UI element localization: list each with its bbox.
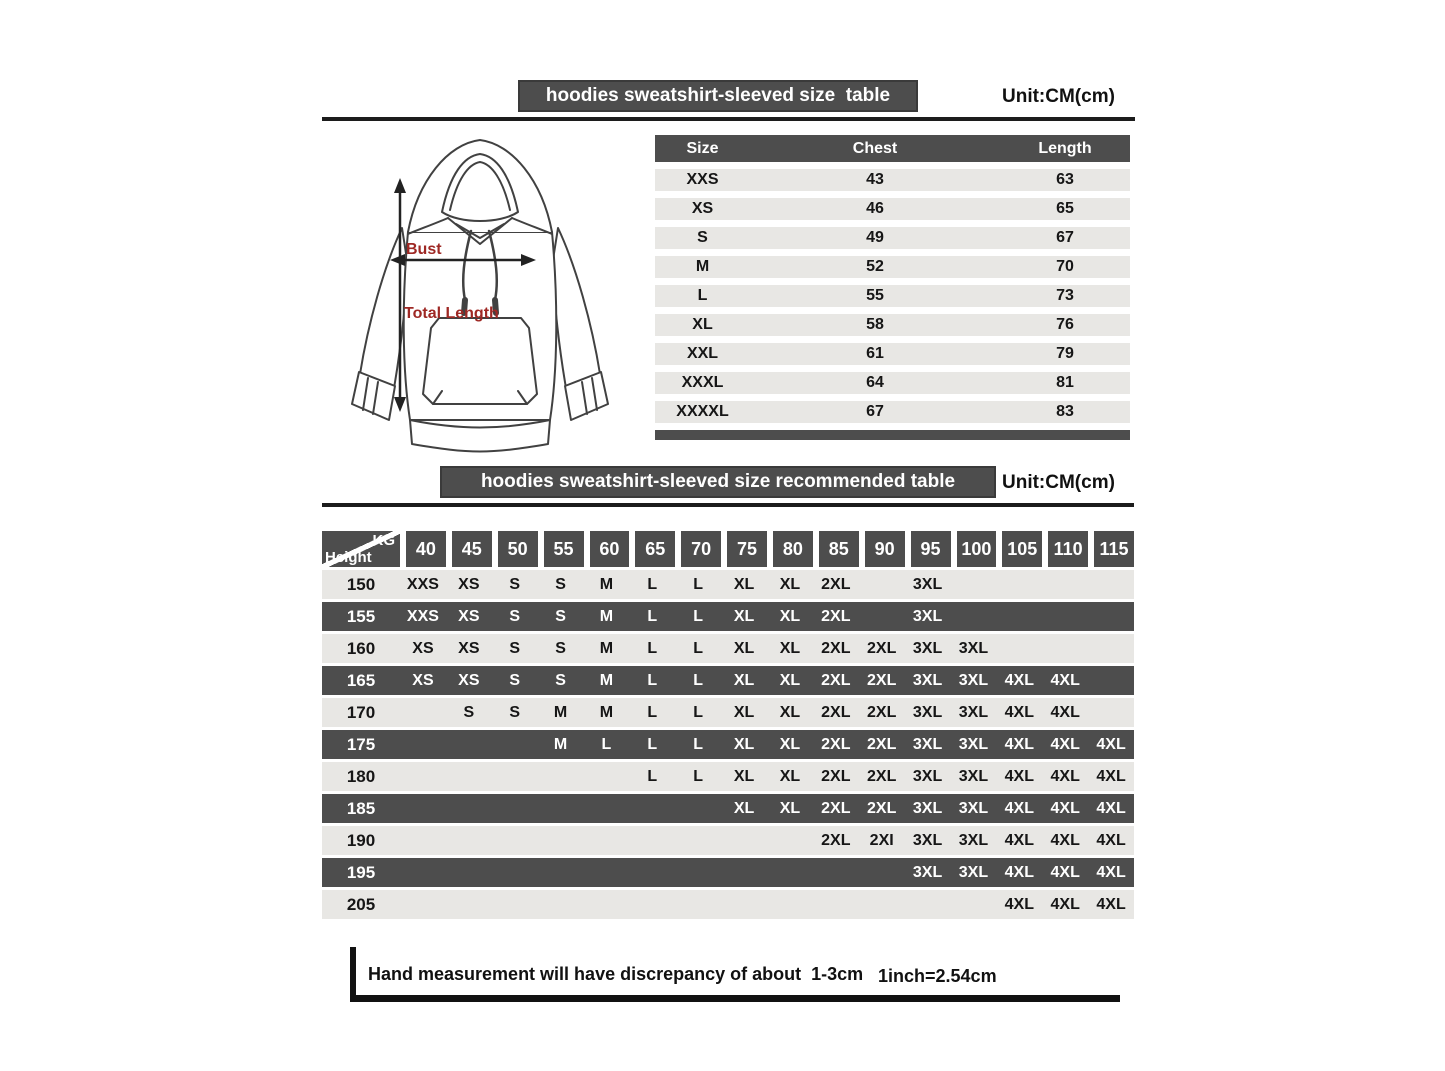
- recommended-size-cell: L: [693, 607, 704, 625]
- recommended-size-cell: 4XL: [1004, 863, 1034, 881]
- size-cell: XS: [691, 200, 714, 217]
- unit-label-top: Unit:CM(cm): [1002, 86, 1115, 107]
- height-label: 165: [346, 670, 376, 690]
- recommended-size-cell: 2XL: [867, 639, 897, 657]
- inch-conversion-note: 1inch=2.54cm: [878, 966, 997, 986]
- size-cell: XXXL: [681, 374, 724, 391]
- length-cell: 70: [1056, 258, 1074, 275]
- recommended-row: [322, 890, 1134, 919]
- chest-cell: 46: [866, 200, 884, 217]
- recommended-size-cell: 4XL: [1096, 735, 1126, 753]
- size-table-row: [655, 285, 1130, 307]
- recommended-size-cell: 4XL: [1004, 735, 1034, 753]
- length-cell: 79: [1056, 345, 1074, 362]
- recommended-row: [322, 730, 1134, 759]
- recommended-size-cell: 3XL: [958, 639, 989, 657]
- recommended-size-cell: M: [599, 671, 614, 689]
- hoodie-diagram: [330, 128, 630, 458]
- footer-border-horizontal: [350, 995, 1120, 1002]
- recommended-size-cell: 4XL: [1096, 799, 1126, 817]
- recommended-size-cell: 2XL: [867, 671, 897, 689]
- recommended-size-cell: 3XL: [912, 671, 943, 689]
- size-table-row: [655, 256, 1130, 278]
- recommended-size-cell: XL: [733, 607, 755, 625]
- recommended-size-cell: 2XL: [821, 831, 851, 849]
- weight-header-cell: 55: [544, 531, 584, 567]
- recommended-size-cell: XL: [779, 607, 801, 625]
- weight-header-cell: 100: [957, 531, 997, 567]
- recommended-size-cell: XL: [733, 671, 755, 689]
- size-table-body: [655, 169, 1130, 423]
- length-cell: 73: [1056, 287, 1074, 304]
- recommended-size-cell: 4XL: [1050, 895, 1080, 913]
- recommended-size-cell: XS: [458, 607, 480, 625]
- length-cell: 81: [1056, 374, 1074, 391]
- recommended-size-cell: L: [693, 703, 704, 721]
- recommended-size-cell: 3XL: [912, 703, 943, 721]
- recommended-size-cell: XS: [412, 671, 434, 689]
- recommended-size-cell: 2XI: [869, 831, 894, 849]
- recommended-size-cell: 4XL: [1050, 735, 1080, 753]
- chest-cell: 55: [866, 287, 884, 304]
- size-cell: L: [697, 287, 708, 304]
- column-header-chest: Chest: [852, 139, 898, 157]
- recommended-size-cell: 4XL: [1096, 863, 1126, 881]
- weight-header-cell: 45: [452, 531, 492, 567]
- recommended-size-cell: 2XL: [867, 703, 897, 721]
- recommended-size-cell: 4XL: [1004, 703, 1034, 721]
- recommended-size-cell: S: [555, 639, 566, 657]
- recommended-size-cell: L: [693, 575, 704, 593]
- size-cell: XL: [692, 316, 713, 333]
- recommended-size-cell: L: [693, 735, 704, 753]
- recommended-size-cell: L: [647, 735, 658, 753]
- length-cell: 65: [1056, 200, 1074, 217]
- recommended-size-cell: S: [509, 703, 521, 721]
- recommended-size-cell: 4XL: [1004, 895, 1034, 913]
- recommended-size-cell: 3XL: [958, 831, 989, 849]
- divider-bottom: [322, 503, 1134, 507]
- recommended-size-cell: XS: [458, 639, 480, 657]
- recommended-size-cell: S: [509, 607, 521, 625]
- recommended-size-cell: S: [509, 671, 521, 689]
- recommended-size-cell: S: [463, 703, 475, 721]
- recommended-size-cell: 4XL: [1004, 799, 1034, 817]
- height-label: 155: [346, 606, 376, 626]
- recommended-size-cell: L: [647, 639, 658, 657]
- size-cell: M: [695, 258, 710, 275]
- corner-kg-label: KG: [372, 532, 395, 549]
- recommended-size-cell: 3XL: [912, 735, 943, 753]
- recommended-row: [322, 858, 1134, 887]
- recommended-row: [322, 666, 1134, 695]
- recommended-size-cell: S: [555, 575, 566, 593]
- recommended-size-cell: 4XL: [1050, 799, 1080, 817]
- recommended-size-cell: 4XL: [1096, 767, 1126, 785]
- recommended-row: [322, 826, 1134, 855]
- weight-header-cell: 75: [727, 531, 767, 567]
- size-cell: XXL: [686, 345, 719, 362]
- height-label: 190: [346, 830, 376, 850]
- recommended-size-cell: 4XL: [1050, 767, 1080, 785]
- corner-height-label: Height: [325, 549, 372, 566]
- chest-cell: 43: [866, 171, 884, 188]
- recommended-size-cell: XS: [412, 639, 434, 657]
- recommended-size-cell: 2XL: [821, 607, 851, 625]
- size-table-bottom-bar: [655, 430, 1130, 440]
- height-label: 185: [346, 798, 376, 818]
- recommended-size-cell: 3XL: [958, 703, 989, 721]
- size-table-row: [655, 343, 1130, 365]
- recommended-row: [322, 794, 1134, 823]
- recommended-size-cell: L: [647, 575, 658, 593]
- recommended-size-cell: XL: [779, 639, 801, 657]
- recommended-size-cell: L: [647, 607, 658, 625]
- recommended-size-cell: M: [599, 703, 614, 721]
- recommended-size-cell: L: [647, 703, 658, 721]
- footer-border-vertical: [350, 947, 356, 1000]
- right-sleeve: [552, 228, 608, 420]
- weight-header-cell: 110: [1048, 531, 1088, 567]
- height-label: 195: [346, 862, 376, 882]
- size-table-title-bar: hoodies sweatshirt-sleeved size table: [518, 80, 918, 112]
- weight-header-cell: 85: [819, 531, 859, 567]
- recommended-size-cell: 2XL: [821, 671, 851, 689]
- recommended-size-cell: L: [647, 767, 658, 785]
- length-cell: 67: [1056, 229, 1074, 246]
- weight-header-cell: 50: [498, 531, 538, 567]
- weight-header-cell: 80: [773, 531, 813, 567]
- recommended-size-cell: XL: [733, 799, 755, 817]
- recommended-size-cell: 2XL: [821, 735, 851, 753]
- weight-header-cell: 60: [590, 531, 630, 567]
- recommended-size-cell: XL: [733, 575, 755, 593]
- kangaroo-pocket: [423, 318, 537, 404]
- recommended-size-cell: M: [553, 703, 568, 721]
- recommended-size-cell: 3XL: [912, 799, 943, 817]
- recommended-size-cell: 2XL: [821, 767, 851, 785]
- recommended-row: [322, 602, 1134, 631]
- recommended-size-cell: XL: [779, 703, 801, 721]
- recommended-size-cell: 2XL: [821, 799, 851, 817]
- length-cell: 63: [1056, 171, 1074, 188]
- column-header-size: Size: [686, 139, 719, 157]
- recommended-size-cell: 3XL: [912, 831, 943, 849]
- weight-header-cell: 105: [1002, 531, 1042, 567]
- recommended-size-table: [322, 531, 1134, 919]
- measurement-note: Hand measurement will have discrepancy of about 1-3cm: [368, 964, 864, 984]
- size-table-row: [655, 314, 1130, 336]
- recommended-table-body: [322, 570, 1134, 919]
- kg-height-corner-cell: [322, 531, 400, 567]
- recommended-size-cell: 2XL: [867, 799, 897, 817]
- recommended-size-cell: XL: [779, 575, 801, 593]
- recommended-size-cell: XL: [733, 735, 755, 753]
- recommended-size-cell: 3XL: [958, 863, 989, 881]
- recommended-size-cell: L: [693, 671, 704, 689]
- recommended-size-cell: L: [601, 735, 612, 753]
- recommended-size-cell: S: [509, 639, 521, 657]
- bust-label: Bust: [406, 241, 442, 258]
- recommended-size-cell: 4XL: [1096, 895, 1126, 913]
- recommended-size-cell: XS: [458, 671, 480, 689]
- recommended-size-cell: M: [599, 607, 614, 625]
- recommended-size-cell: M: [599, 575, 614, 593]
- recommended-size-cell: S: [509, 575, 521, 593]
- recommended-size-cell: M: [553, 735, 568, 753]
- recommended-size-cell: 2XL: [867, 735, 897, 753]
- chest-cell: 58: [866, 316, 884, 333]
- hood: [408, 140, 552, 244]
- recommended-size-cell: L: [647, 671, 658, 689]
- recommended-size-cell: 3XL: [912, 863, 943, 881]
- size-table-row: [655, 198, 1130, 220]
- total-length-label: Total Length: [404, 305, 499, 322]
- recommended-size-cell: S: [555, 607, 566, 625]
- chest-cell: 61: [866, 345, 884, 362]
- recommended-size-cell: 3XL: [912, 639, 943, 657]
- recommended-table-title-bar: hoodies sweatshirt-sleeved size recommended table: [440, 466, 996, 498]
- recommended-size-cell: 4XL: [1050, 863, 1080, 881]
- recommended-size-cell: 4XL: [1004, 671, 1034, 689]
- weight-header-cell: 70: [681, 531, 721, 567]
- weight-header-cell: 115: [1094, 531, 1134, 567]
- recommended-size-cell: XL: [733, 767, 755, 785]
- recommended-size-cell: 2XL: [867, 767, 897, 785]
- recommended-size-cell: 2XL: [821, 575, 851, 593]
- column-header-length: Length: [1038, 139, 1092, 157]
- divider-top: [322, 117, 1135, 121]
- recommended-size-cell: XXS: [406, 575, 439, 593]
- height-label: 180: [346, 766, 376, 786]
- chest-cell: 64: [866, 374, 884, 391]
- size-table-row: [655, 227, 1130, 249]
- recommended-size-cell: 3XL: [958, 735, 989, 753]
- weight-header-cell: 95: [911, 531, 951, 567]
- recommended-size-cell: 4XL: [1004, 831, 1034, 849]
- recommended-row: [322, 634, 1134, 663]
- recommended-size-cell: 3XL: [912, 767, 943, 785]
- recommended-size-cell: XL: [779, 799, 801, 817]
- recommended-size-cell: M: [599, 639, 614, 657]
- recommended-size-cell: S: [555, 671, 566, 689]
- height-label: 205: [346, 894, 376, 914]
- length-cell: 76: [1056, 316, 1074, 333]
- unit-label-bottom: Unit:CM(cm): [1002, 472, 1115, 493]
- weight-header-cell: 40: [406, 531, 446, 567]
- size-table-row: [655, 169, 1130, 191]
- recommended-size-cell: XL: [779, 671, 801, 689]
- recommended-size-cell: 2XL: [821, 639, 851, 657]
- chest-cell: 52: [866, 258, 884, 275]
- size-cell: XXS: [686, 171, 719, 188]
- recommended-size-cell: 2XL: [821, 703, 851, 721]
- recommended-size-cell: 3XL: [912, 607, 943, 625]
- recommended-size-cell: 3XL: [958, 671, 989, 689]
- recommended-size-cell: XXS: [406, 607, 439, 625]
- recommended-size-cell: 4XL: [1096, 831, 1126, 849]
- recommended-size-cell: 3XL: [912, 575, 943, 593]
- recommended-size-cell: L: [693, 767, 704, 785]
- recommended-size-cell: 3XL: [958, 767, 989, 785]
- recommended-size-cell: XL: [779, 735, 801, 753]
- chest-cell: 67: [866, 403, 884, 420]
- recommended-size-cell: 3XL: [958, 799, 989, 817]
- length-cell: 83: [1056, 403, 1074, 420]
- size-table-header: [655, 135, 1130, 162]
- weight-header-cell: 90: [865, 531, 905, 567]
- weight-header-row: [322, 531, 1134, 567]
- recommended-size-cell: 4XL: [1050, 671, 1080, 689]
- size-table-row: [655, 372, 1130, 394]
- size-table-row: [655, 401, 1130, 423]
- recommended-row: [322, 570, 1134, 599]
- height-label: 160: [346, 638, 376, 658]
- recommended-size-cell: XL: [733, 703, 755, 721]
- chest-cell: 49: [866, 229, 884, 246]
- recommended-size-cell: 4XL: [1050, 703, 1080, 721]
- recommended-size-cell: XL: [733, 639, 755, 657]
- weight-header-cell: 65: [635, 531, 675, 567]
- recommended-size-cell: XS: [458, 575, 480, 593]
- size-table: [655, 135, 1130, 440]
- recommended-size-cell: 4XL: [1004, 767, 1034, 785]
- recommended-size-cell: 4XL: [1050, 831, 1080, 849]
- size-cell: XXXXL: [676, 403, 729, 420]
- height-label: 175: [346, 734, 376, 754]
- height-label: 170: [346, 702, 376, 722]
- height-label: 150: [346, 574, 376, 594]
- size-cell: S: [697, 229, 708, 246]
- recommended-row: [322, 762, 1134, 791]
- recommended-row: [322, 698, 1134, 727]
- recommended-size-cell: L: [693, 639, 704, 657]
- recommended-size-cell: XL: [779, 767, 801, 785]
